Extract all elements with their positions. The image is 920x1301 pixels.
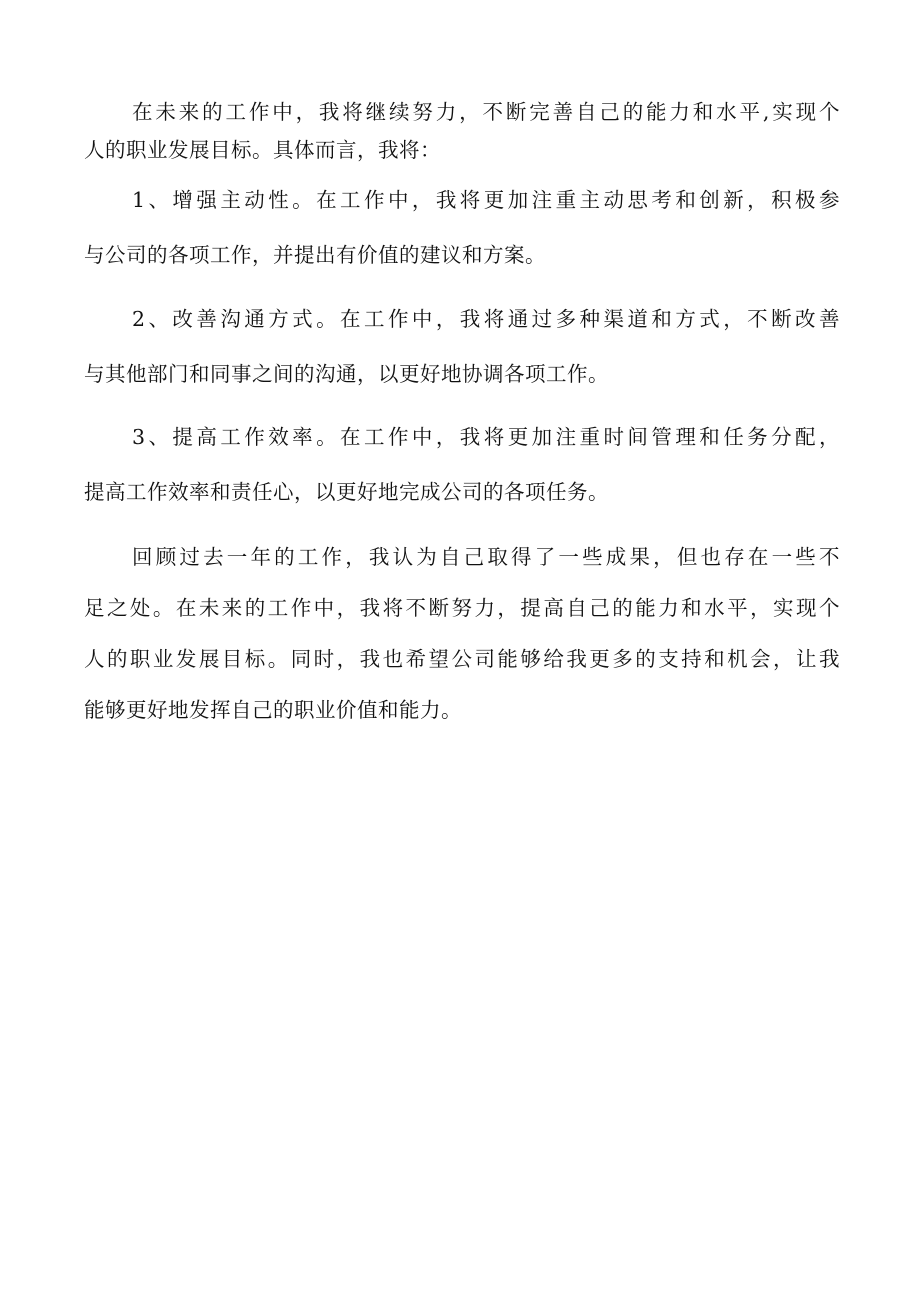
paragraph-line: 3、提高工作效率。在工作中，我将更加注重时间管理和任务分配， <box>132 425 840 449</box>
paragraph-line: 能够更好地发挥自己的职业价值和能力。 <box>84 698 462 722</box>
paragraph-line: 足之处。在未来的工作中，我将不断努力，提高自己的能力和水平，实现个 <box>84 596 840 620</box>
paragraph-review <box>84 538 840 729</box>
paragraph-line: 人的职业发展目标。同时，我也希望公司能够给我更多的支持和机会，让我 <box>84 647 840 671</box>
paragraph-line: 回顾过去一年的工作，我认为自己取得了一些成果，但也存在一些不 <box>132 545 840 569</box>
paragraph-line: 与其他部门和同事之间的沟通，以更好地协调各项工作。 <box>84 362 609 386</box>
paragraph-line: 人的职业发展目标。具体而言，我将： <box>84 138 441 162</box>
paragraph-item-3 <box>84 418 840 511</box>
paragraph-future-work <box>84 93 840 169</box>
paragraph-line: 在未来的工作中，我将继续努力，不断完善自己的能力和水平,实现个 <box>132 100 840 124</box>
paragraph-line: 1、增强主动性。在工作中，我将更加注重主动思考和创新，积极参 <box>132 188 840 212</box>
paragraph-item-1 <box>84 181 840 274</box>
paragraph-item-2 <box>84 300 840 393</box>
paragraph-line: 提高工作效率和责任心，以更好地完成公司的各项任务。 <box>84 480 609 504</box>
paragraph-line: 与公司的各项工作，并提出有价值的建议和方案。 <box>84 243 546 267</box>
paragraph-line: 2、改善沟通方式。在工作中，我将通过多种渠道和方式，不断改善 <box>132 307 840 331</box>
